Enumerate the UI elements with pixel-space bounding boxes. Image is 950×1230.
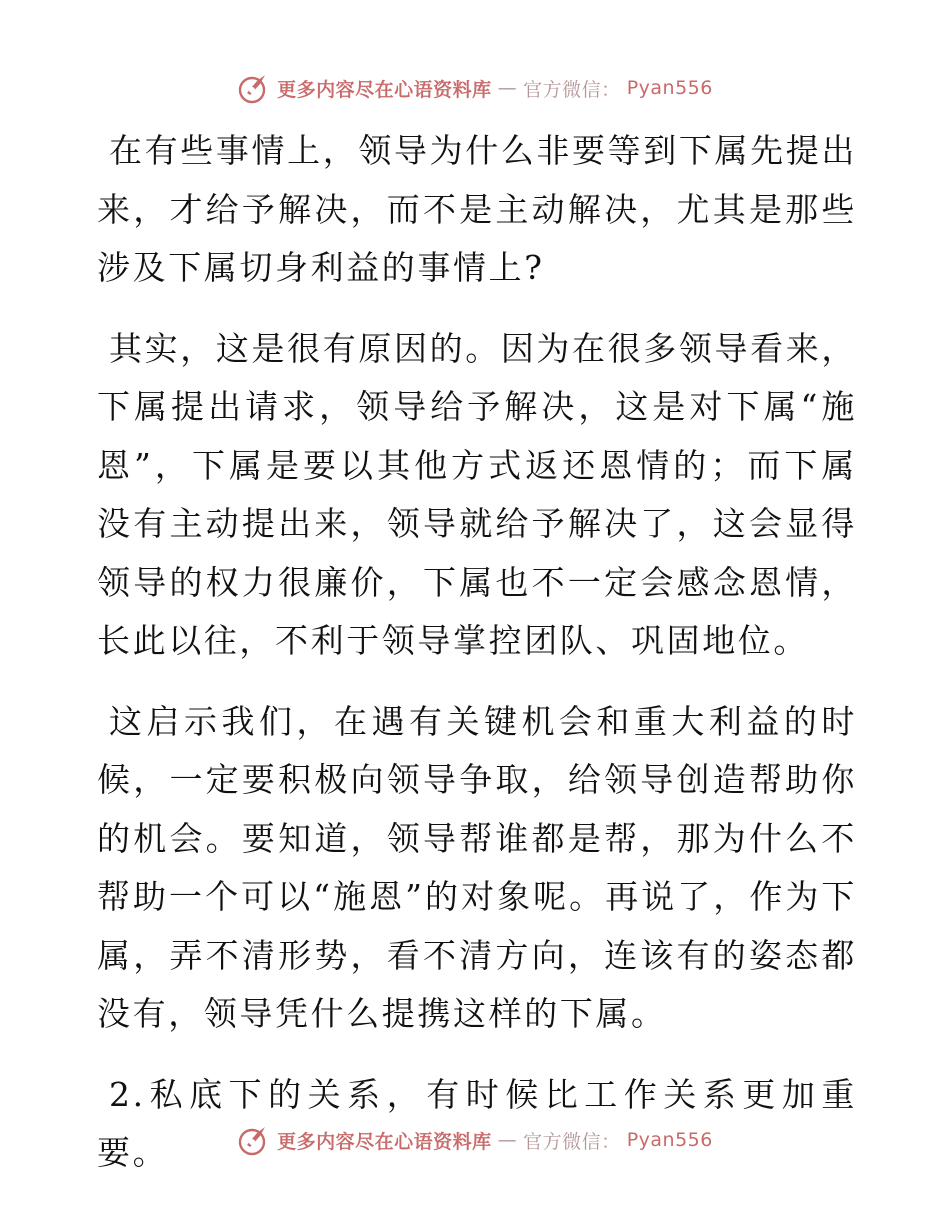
paragraph-2: 其实，这是很有原因的。因为在很多领导看来，下属提出请求，领导给予解决，这是对下属“施恩”，下属是要以其他方式返还恩情的；而下属没有主动提出来，领导就给予解决了，这会显得领导的权力很廉价，下属也不一定会感念恩情，长此以往，不利于领导掌控团队、巩固地位。 (97, 328, 857, 660)
watermark-separator: — (497, 1129, 518, 1151)
header-watermark (0, 68, 950, 108)
watermark-main-text: 更多内容尽在心语资料库 (277, 1130, 492, 1153)
paragraph-1: 在有些事情上，领导为什么非要等到下属先提出来，才给予解决，而不是主动解决，尤其是那些涉及下属切身利益的事情上? (97, 131, 857, 287)
watermark-separator: — (497, 77, 518, 99)
paragraph-4-heading: 2.私底下的关系，有时候比工作关系更加重要。 (97, 1074, 857, 1172)
quill-pen-logo-icon (237, 71, 271, 105)
footer-watermark (0, 1120, 950, 1160)
watermark-main-text: 更多内容尽在心语资料库 (277, 78, 492, 101)
watermark-wechat-id: Pyan556 (626, 77, 713, 99)
watermark-suffix-text: 官方微信： (523, 1130, 621, 1153)
watermark-suffix-text: 官方微信： (523, 78, 621, 101)
watermark-wechat-id: Pyan556 (626, 1129, 713, 1151)
paragraph-3: 这启示我们，在遇有关键机会和重大利益的时候，一定要积极向领导争取，给领导创造帮助你的机会。要知道，领导帮谁都是帮，那为什么不帮助一个可以“施恩”的对象呢。再说了，作为下属，弄不清形势，看不清方向，连该有的姿态都没有，领导凭什么提携这样的下属。 (97, 701, 857, 1033)
quill-pen-logo-icon (237, 1123, 271, 1157)
document-body (97, 122, 857, 1205)
